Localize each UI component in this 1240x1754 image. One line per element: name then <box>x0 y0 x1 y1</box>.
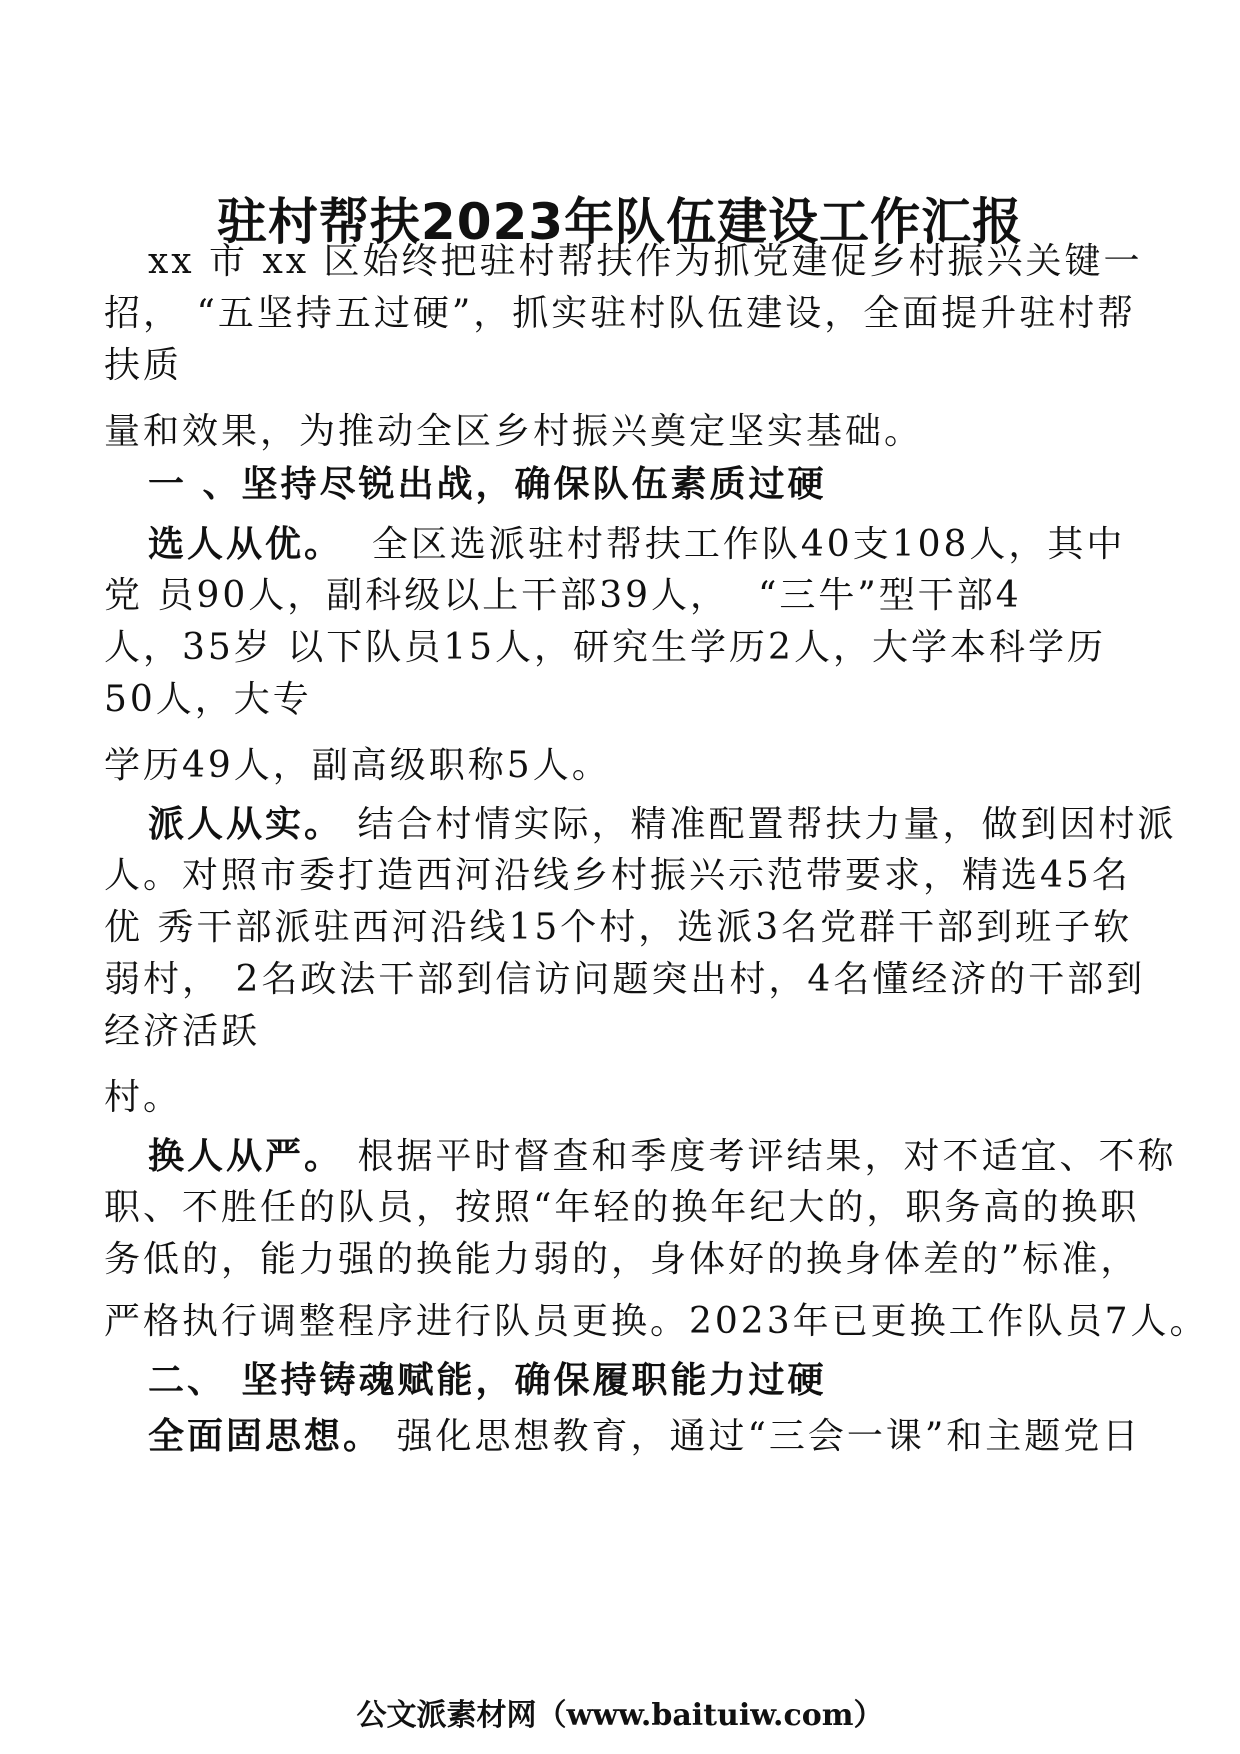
s1p2-line-1 <box>148 802 1176 847</box>
document-title: 驻村帮扶2023年队伍建设工作汇报 <box>216 193 1024 251</box>
s2p1-line-1 <box>148 1414 1141 1459</box>
s1p3-line-3: 务低的，能力强的换能力弱的，身体好的换身体差的”标准， <box>104 1239 1140 1280</box>
s1p2-line-3: 优 秀干部派驻西河沿线15个村，选派3名党群干部到班子软 <box>104 907 1133 948</box>
s1p3-line-4: 严格执行调整程序进行队员更换。2023年已更换工作队员7人。 <box>104 1301 1209 1342</box>
s1p1-line-2: 党 员90人，副科级以上干部39人， “三牛”型干部4 <box>104 575 1022 616</box>
s1p1-line-3: 人，35岁 以下队员15人，研究生学历2人，大学本科学历 <box>104 627 1106 668</box>
s1p1-line-5: 学历49人，副高级职称5人。 <box>104 745 611 786</box>
s1p1-text: 全区选派驻村帮扶工作队40支108人，其中 <box>343 524 1126 565</box>
section1-heading: 一 、坚持尽锐出战，确保队伍素质过硬 <box>148 463 827 505</box>
s1p3-lead: 换人从严。 <box>148 1135 344 1177</box>
intro-line-3: 扶质 <box>104 345 183 386</box>
s1p2-line-4: 弱村， 2名政法干部到信访问题突出村，4名懂经济的干部到 <box>104 959 1146 1000</box>
intro-line-1: xx 市 xx 区始终把驻村帮扶作为抓党建促乡村振兴关键一 <box>148 241 1143 282</box>
s1p3-line-2: 职、不胜任的队员，按照“年轻的换年纪大的，职务高的换职 <box>104 1187 1140 1228</box>
s1p1-lead: 选人从优。 <box>148 523 344 565</box>
s2p1-text: 强化思想教育，通过“三会一课”和主题党日 <box>382 1416 1142 1457</box>
s1p3-line-1 <box>148 1134 1176 1179</box>
s1p2-line-5: 经济活跃 <box>104 1011 261 1052</box>
s1p1-line-1 <box>148 522 1125 567</box>
section2-heading: 二、 坚持铸魂赋能，确保履职能力过硬 <box>148 1359 827 1401</box>
intro-line-2: 招， “五坚持五过硬”，抓实驻村队伍建设，全面提升驻村帮 <box>104 293 1137 334</box>
s1p1-line-4: 50人，大专 <box>104 679 312 720</box>
s1p3-text: 根据平时督查和季度考评结果，对不适宜、不称 <box>343 1136 1177 1177</box>
s2p1-lead: 全面固思想。 <box>148 1415 383 1457</box>
s1p2-lead: 派人从实。 <box>148 803 344 845</box>
footer-source: 公文派素材网（www.baituiw.com） <box>356 1698 884 1733</box>
s1p2-line-6: 村。 <box>104 1077 183 1118</box>
s1p2-text: 结合村情实际，精准配置帮扶力量，做到因村派 <box>343 804 1177 845</box>
s1p2-line-2: 人。对照市委打造西河沿线乡村振兴示范带要求，精选45名 <box>104 855 1131 896</box>
intro-line-4: 量和效果，为推动全区乡村振兴奠定坚实基础。 <box>104 411 924 452</box>
